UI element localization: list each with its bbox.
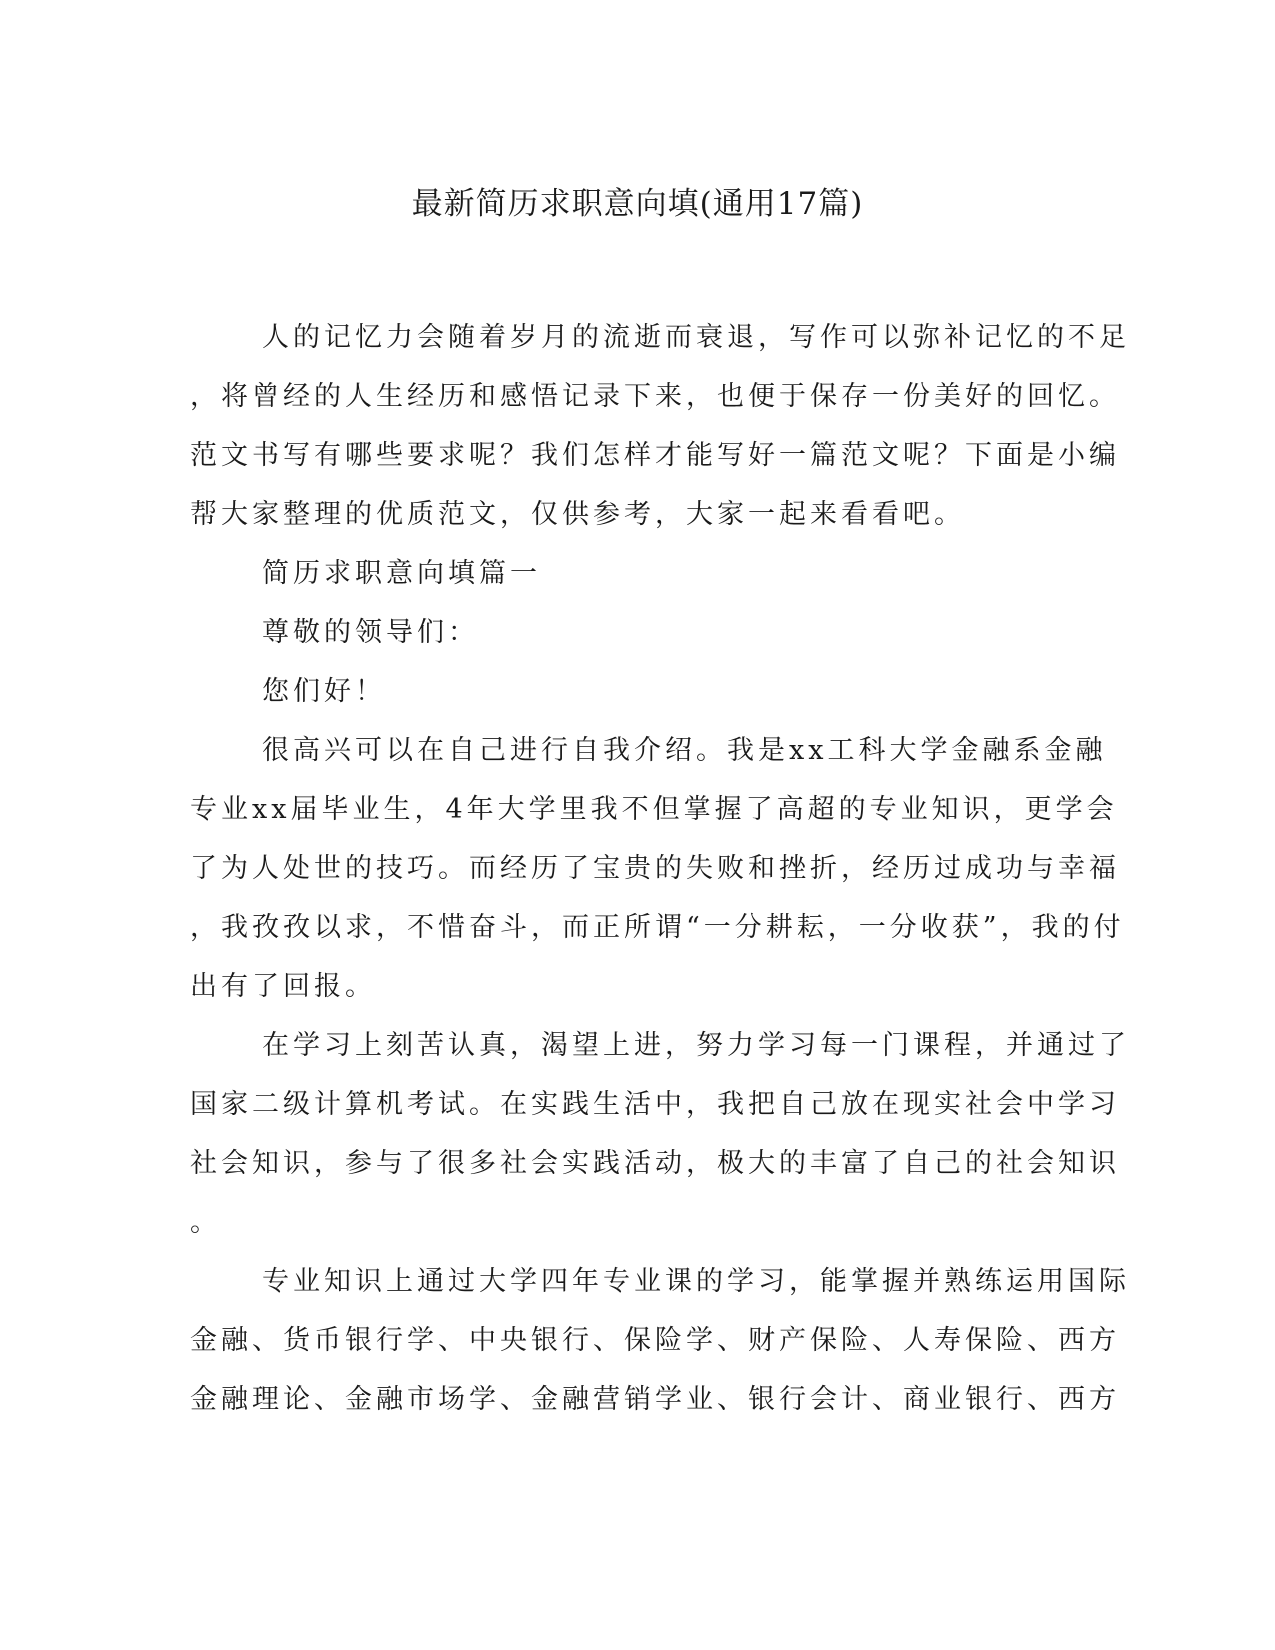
text-line: 人的记忆力会随着岁月的流逝而衰退，写作可以弥补记忆的不足 (262, 322, 1130, 353)
text-line: 金融、货币银行学、中央银行、保险学、财产保险、人寿保险、西方 (190, 1325, 1120, 1356)
text-line: 帮大家整理的优质范文，仅供参考，大家一起来看看吧。 (190, 499, 965, 530)
text-line: 很高兴可以在自己进行自我介绍。我是xx工科大学金融系金融 (262, 735, 1107, 766)
salutation: 尊敬的领导们： (262, 617, 479, 648)
text-line: 在学习上刻苦认真，渴望上进，努力学习每一门课程，并通过了 (262, 1030, 1130, 1061)
text-line: 了为人处世的技巧。而经历了宝贵的失败和挫折，经历过成功与幸福 (190, 853, 1120, 884)
text-line: 社会知识，参与了很多社会实践活动，极大的丰富了自己的社会知识 (190, 1148, 1120, 1179)
document-title: 最新简历求职意向填(通用17篇) (411, 186, 864, 222)
text-line: 国家二级计算机考试。在实践生活中，我把自己放在现实社会中学习 (190, 1089, 1120, 1120)
text-line: 范文书写有哪些要求呢？我们怎样才能写好一篇范文呢？下面是小编 (190, 440, 1120, 471)
text-line: 金融理论、金融市场学、金融营销学业、银行会计、商业银行、西方 (190, 1384, 1120, 1415)
greeting: 您们好！ (262, 676, 386, 707)
text-line: 出有了回报。 (190, 971, 376, 1002)
text-line: 专业知识上通过大学四年专业课的学习，能掌握并熟练运用国际 (262, 1266, 1130, 1297)
text-line: 专业xx届毕业生，4年大学里我不但掌握了高超的专业知识，更学会 (190, 794, 1118, 825)
text-line: ，我孜孜以求，不惜奋斗，而正所谓“一分耕耘，一分收获”，我的付 (190, 912, 1125, 943)
text-line: 。 (190, 1207, 221, 1238)
section-heading: 简历求职意向填篇一 (262, 558, 541, 589)
text-line: ，将曾经的人生经历和感悟记录下来，也便于保存一份美好的回忆。 (190, 381, 1120, 412)
